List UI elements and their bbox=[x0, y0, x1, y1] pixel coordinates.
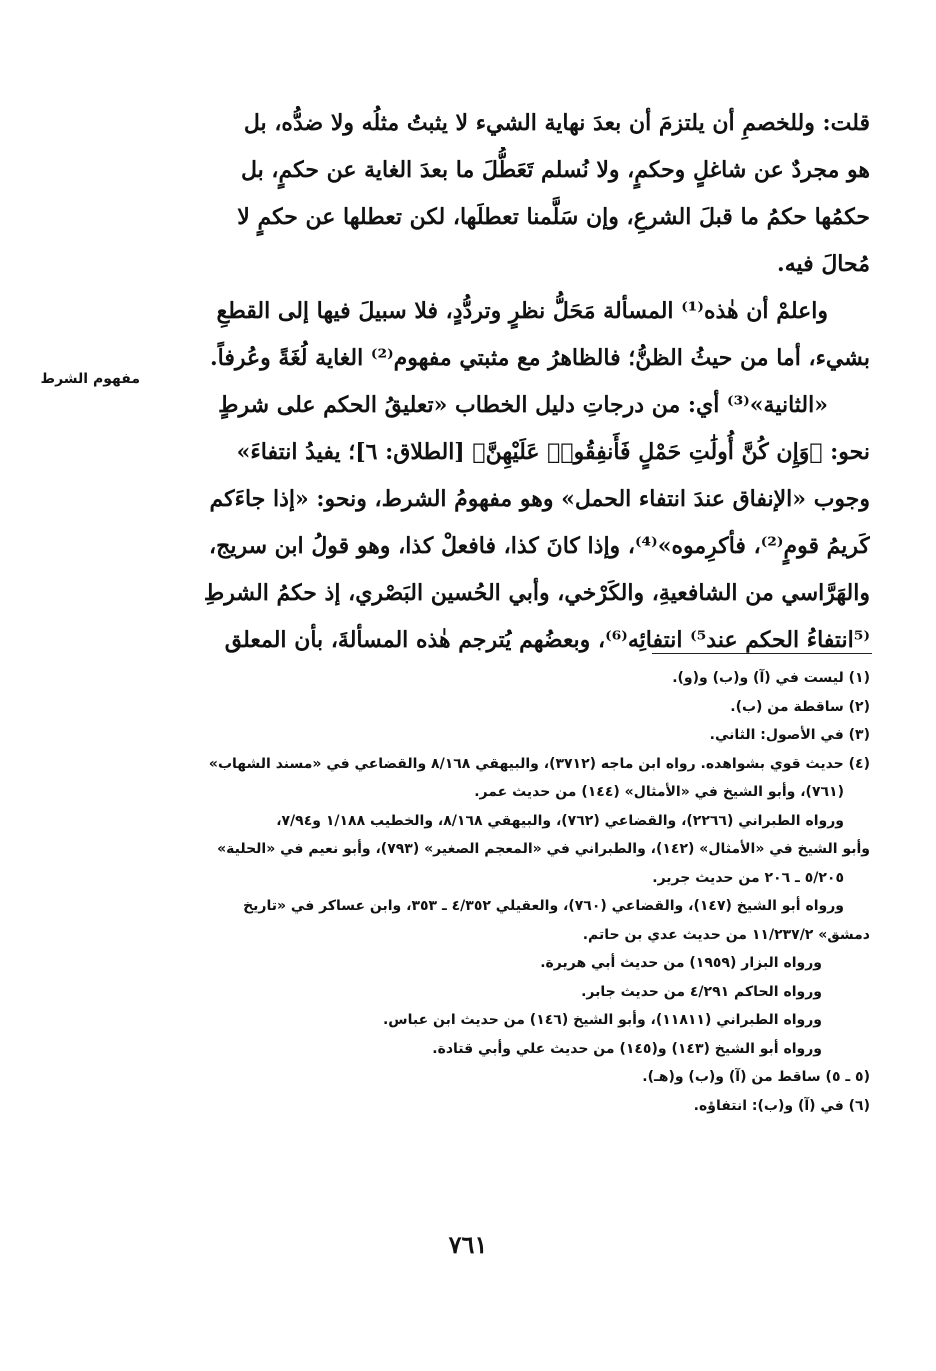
text-line: واعلمْ أن هٰذه⁽¹⁾ المسألة مَحَلُّ نظرٍ وتردُّدٍ، فلا سبيلَ فيها إلى القطعِ bbox=[216, 298, 828, 324]
text-line: ⁽⁵انتفاءُ الحكم عند⁵⁾ انتفائِه⁽⁶⁾، وبعضُهم يُترجم هٰذه المسألةَ، بأن المعلق bbox=[224, 627, 870, 653]
footnote-continuation: ورواه أبو الشيخ (١٤٧)، والقضاعي (٧٦٠)، والعقيلي ٤/٣٥٢ ـ ٣٥٣، وابن عساكر في «تاريخ bbox=[243, 898, 844, 914]
footnote-continuation: ٥/٢٠٥ ـ ٢٠٦ من حديث جرير. bbox=[652, 869, 844, 886]
footnote-continuation: ورواه الطبراني (٢٢٦٦)، والقضاعي (٧٦٢)، والبيهقي ٨/١٦٨، والخطيب ١/١٨٨ و٧/٩٤، bbox=[276, 812, 844, 829]
text-line: «الثانية»⁽³⁾ أي: من درجاتِ دليل الخطاب «تعليقُ الحكم على شرطٍ bbox=[218, 392, 828, 418]
text-line: والهَرَّاسي من الشافعيةِ، والكَرْخي، وأبي الحُسين البَصْري، إذ حكمُ الشرطِ bbox=[203, 580, 870, 606]
text-line: حكمُها حكمُ ما قبلَ الشرعِ، وإن سَلَّمنا تعطلَها، لكن تعطلها عن حكمٍ لا bbox=[237, 204, 870, 230]
footnote: (١) ليست في (آ) و(ب) و(و). bbox=[672, 670, 870, 686]
footnote-continuation: ورواه الطبراني (١١٨١١)، وأبو الشيخ (١٤٦) من حديث ابن عباس. bbox=[382, 1012, 822, 1028]
text-line: كَريمُ قومٍ⁽²⁾، فأكرِموه»⁽⁴⁾، وإذا كانَ كذا، فافعلْ كذا، وهو قولُ ابن سريج، bbox=[209, 533, 870, 559]
text-line: وجوب «الإنفاق عندَ انتفاء الحمل» وهو مفهومُ الشرط، ونحو: «إذا جاءَكم bbox=[209, 486, 870, 512]
page-number: ٧٦١ bbox=[448, 1230, 488, 1259]
footnote-continuation: وأبو الشيخ في «الأمثال» (١٤٢)، والطبراني في «المعجم الصغير» (٧٩٣)، وأبو نعيم في «الحلية» bbox=[217, 841, 870, 857]
footnote: (٦) في (آ) و(ب): انتفاؤه. bbox=[693, 1097, 870, 1114]
main-text bbox=[160, 100, 870, 664]
footnotes bbox=[150, 664, 870, 1120]
footnote-continuation: (٧٦١)، وأبو الشيخ في «الأمثال» (١٤٤) من حديث عمر. bbox=[474, 784, 844, 800]
footnote: (٢) ساقطة من (ب). bbox=[730, 698, 870, 715]
text-line: قلت: وللخصمِ أن يلتزمَ أن بعدَ نهاية الشيء لا يثبتُ مثلُه ولا ضدُّه، بل bbox=[243, 110, 870, 136]
footnote-continuation: دمشق» ١١/٢٣٧/٢ من حديث عدي بن حاتم. bbox=[582, 926, 870, 943]
footnote-continuation: ورواه الحاكم ٤/٢٩١ من حديث جابر. bbox=[581, 983, 822, 1000]
footnote: (٣) في الأصول: الثاني. bbox=[709, 727, 870, 743]
margin-note: مفهوم الشرط bbox=[40, 371, 140, 387]
footnote-separator bbox=[652, 653, 872, 654]
footnote-continuation: ورواه البزار (١٩٥٩) من حديث أبي هريرة. bbox=[540, 955, 822, 971]
text-line: هو مجردٌ عن شاغلٍ وحكمٍ، ولا نُسلم تَعَطُّلَ ما بعدَ الغاية عن حكمٍ، بل bbox=[240, 157, 870, 183]
text-line: بشيء، أما من حيثُ الظنُّ؛ فالظاهرُ مع مثبتي مفهوم⁽²⁾ الغاية لُغَةً وعُرفاً. bbox=[209, 345, 870, 371]
footnote: (٤) حديث قوي بشواهده. رواه ابن ماجه (٣٧١٢)، والبيهقي ٨/١٦٨ والقضاعي في «مسند الشهاب» bbox=[208, 755, 870, 772]
text-line: نحو: ﴿وَإِن كُنَّ أُولَٰتِ حَمْلٍ فَأَنفِقُوا۟ عَلَيْهِنَّ﴾ [الطلاق: ٦]؛ يفيدُ انتفاءَ» bbox=[236, 439, 870, 465]
text-line: مُحالَ فيه. bbox=[777, 251, 870, 277]
footnote-continuation: ورواه أبو الشيخ (١٤٣) و(١٤٥) من حديث علي وأبي قتادة. bbox=[432, 1040, 822, 1057]
footnote: (٥ ـ ٥) ساقط من (آ) و(ب) و(هـ). bbox=[642, 1069, 870, 1085]
